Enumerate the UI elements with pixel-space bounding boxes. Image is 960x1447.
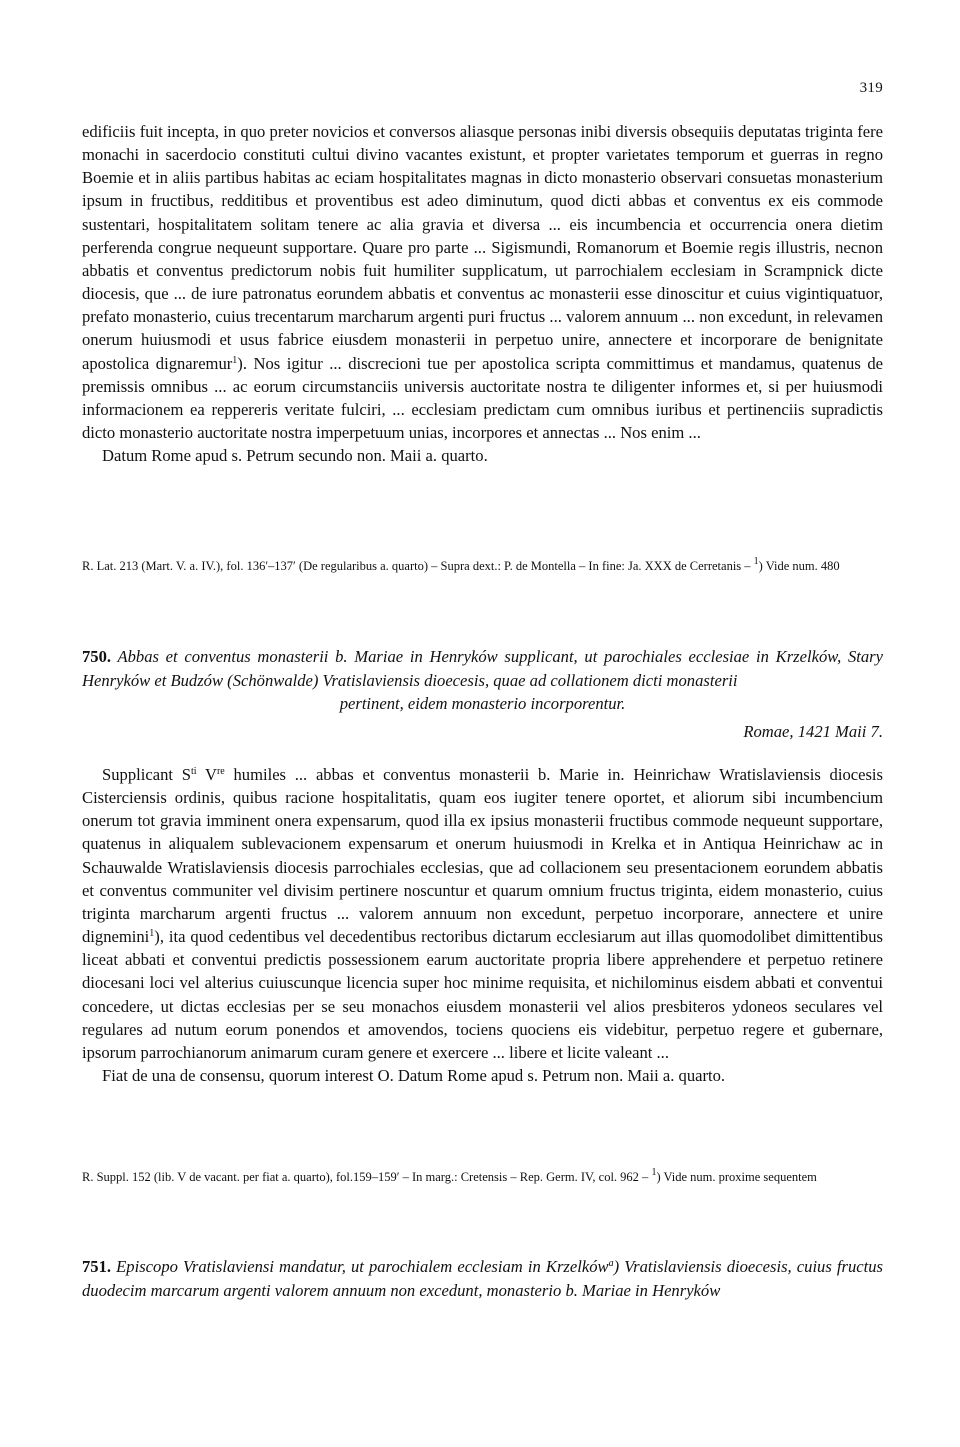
footnote-ref: 1 [232, 354, 238, 366]
entry-750-text-part-d: ), ita quod cedentibus vel decedentibus rectoribus dictarum ecclesiarum aut illas quomodolibet dimittentibus liceat abbati et conventui predictis possessionem earum auctoritate propria libere apprehendere et perpetuo retinere diocesani loci vel alterius cuiuscunque licencia super hoc minime requisita, et nichilominus eisdem abbati et conventui concedere, ut dictas ecclesias per se seu monachos eiusdem monasterii vel alios presbiteros ydoneos seculares vel regulares ad nutum eorum ponendos et amovendos, tociens quociens eis videbitur, perpetuo regere et gubernare, ipsorum parrochianorum animarum curam genere et exercere ... libere et licite valeant ... [82, 927, 883, 1062]
entry-749-text [82, 120, 883, 444]
entry-750-text-part-b: V [196, 765, 217, 784]
entry-749-datum: Datum Rome apud s. Petrum secundo non. Maii a. quarto. [102, 446, 488, 466]
entry-749-text-part-a: edificiis fuit incepta, in quo preter novicios et conversos aliasque personas inibi diversis obsequiis deputatas triginta fere monachi in sacerdocio constituti cultui divino vacantes existunt, et propter varietates temporum et guerras in regno Boemie et in aliis partibus habitas ac eciam hospitalitates magnas in dicto monasterio observari consuetas monasterium ipsum in fructibus, redditibus et proventibus est adeo diminutum, quod dicti abbas et conventus ex eis commode sustentari, hospitalitatem solitam tenere ac alia gravia et diversa ... eis incumbencia et occurrencia onera dietim perferenda congrue nequeunt supportare. Quare pro parte ... Sigismundi, Romanorum et Boemie regis illustris, necnon abbatis et conventus predictorum nobis fuit humiliter supplicatum, ut parrochialem ecclesiam in Scrampnick dicte diocesis, que ... de iure patronatus eorundem abbatis et conventus ac monasterii esse dinoscitur et cuius vigintiquatuor, prefato monasterio, cuius trecentarum marcharum argenti puri fructus ... valorem annuum ... non excedunt, in relevamen onerum huiusmodi et usus fabrice eiusdem monasterii in perpetuo unire, annectere et incorporare de benignitate apostolica dignaremur [82, 122, 883, 373]
source-note-part-b: ) Vide num. 480 [758, 559, 840, 573]
entry-751-summary-part-b: ) Vratislaviensis dioecesis, cuius fructus duodecim marcarum argenti valorem annuum non excedunt, monasterio b. Mariae in Henryków [82, 1257, 883, 1300]
source-note-part-b: ) Vide num. proxime sequentem [656, 1170, 817, 1184]
entry-750-fiat: Fiat de una de consensu, quorum interest O. Datum Rome apud s. Petrum non. Maii a. quarto. [102, 1066, 726, 1086]
footnote-ref: a [608, 1258, 614, 1269]
entry-750-source-note [82, 1167, 883, 1188]
document-page [82, 0, 883, 1447]
page-number: 319 [859, 80, 883, 96]
entry-number: 750. [82, 647, 112, 666]
entry-number: 751. [82, 1257, 112, 1276]
entry-751-summary [82, 1255, 883, 1302]
superscript: re [216, 766, 225, 777]
source-note-part-a: R. Lat. 213 (Mart. V. a. IV.), fol. 136′–137′ (De regularibus a. quarto) – Supra dext.: P. de Montella – In fine: Ja. XXX de Cerretanis – [82, 559, 754, 573]
entry-751-heading [82, 1255, 883, 1302]
entry-750-summary [82, 645, 883, 692]
footnote-ref: 1 [753, 556, 759, 567]
entry-750-date: Romae, 1421 Maii 7. [743, 721, 883, 741]
entry-751-summary-part-a: Episcopo Vratislaviensi mandatur, ut parochialem ecclesiam in Krzelków [116, 1257, 609, 1276]
footnote-ref: 1 [651, 1167, 657, 1178]
footnote-ref: 1 [149, 928, 155, 940]
entry-750-summary-part-b: pertinent, eidem monasterio incorporentur. [339, 694, 626, 713]
entry-750-text-part-c: humiles ... abbas et conventus monasterii b. Marie in. Heinrichaw Wratislaviensis diocesis Cisterciensis ordinis, quibus racione hospitalitatis, quam eos iugiter tenere oportet, et aliorum sibi incumbencium onerum tot gravia imminent onera expensarum, quod illa ex ipsius monasterii fructibus commode nequeunt supportare, quatenus in aliqualem sublevacionem expensarum et onerum huiusmodi in Krelka et in Antiqua Heinrichaw ac in Schauwalde Wratislaviensis diocesis parrochiales ecclesias, que ad collacionem seu presentacionem eorundem abbatis et conventus communiter vel divisim pertinere noscuntur et quarum omnium fructus triginta, eidem monasterio, cuius triginta marcharum argenti fructus ... valorem annuum non excedunt, perpetuo incorporare, annectere et unire dignemini [82, 765, 883, 947]
entry-749-text-part-b: ). Nos igitur ... discrecioni tue per apostolica scripta committimus et mandamus, quatenus de premissis omnibus ... ac eorum circumstanciis universis auctoritate nostra te diligenter informes et, si per huiusmodi informacionem ea reppereris veritate fulciri, ... ecclesiam predictam cum omnibus iuribus et pertinenciis supradictis dicto monasterio auctoritate nostra imperpetuum unias, incorpores et annectas ... Nos enim ... [82, 353, 883, 443]
source-note-part-a: R. Suppl. 152 (lib. V de vacant. per fiat a. quarto), fol.159–159′ – In marg.: Cretensis – Rep. Germ. IV, col. 962 – [82, 1170, 652, 1184]
entry-750-body [82, 763, 883, 1087]
entry-750-heading [82, 645, 883, 743]
superscript: ti [190, 766, 197, 777]
entry-750-summary-part-a: Abbas et conventus monasterii b. Mariae in Henryków supplicant, ut parochiales ecclesiae in Krzelków, Stary Henryków et Budzów (Schönwalde) Vratislaviensis dioecesis, quae ad collationem dicti monasterii [82, 647, 883, 690]
entry-749-continuation [82, 120, 883, 467]
entry-749-source-note [82, 556, 883, 577]
entry-750-text [82, 763, 883, 1064]
entry-750-text-part-a: Supplicant S [102, 765, 191, 784]
